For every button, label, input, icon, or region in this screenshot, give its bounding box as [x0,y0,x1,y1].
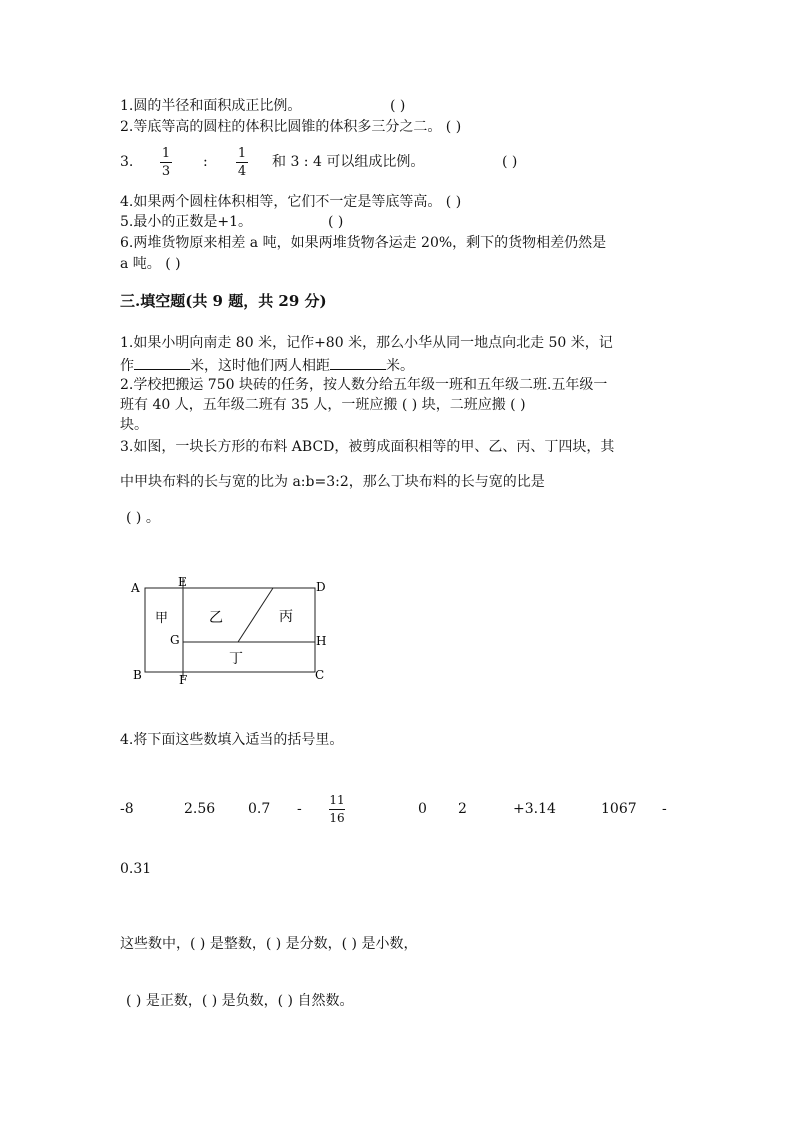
region-jia: 甲 [155,611,169,626]
number-3: 0.7 [248,801,271,817]
fill-q3-line2: 中甲块布料的长与宽的比为 a:b=3:2，那么丁块布料的长与宽的比是 [120,474,545,490]
number-4-sign: - [297,801,302,817]
label-a: A [131,581,140,595]
label-c: C [315,668,325,682]
number-5: 0 [418,801,427,817]
judge-q3-number: 3. [120,154,134,170]
region-ding: 丁 [229,651,243,667]
fraction-denominator: 16 [329,811,345,825]
answer-line-1: 这些数中，( ) 是整数，( ) 是分数，( ) 是小数， [120,936,418,952]
label-f: F [179,673,188,687]
judge-q3-fraction-2 [236,146,248,179]
number-9-value: 0.31 [120,861,152,877]
judge-q6-line2: a 吨。 ( ) [120,256,181,272]
fraction-bar [160,162,172,163]
fill-q3-line3: ( ) 。 [126,510,160,526]
fill-q2-line1: 2.学校把搬运 750 块砖的任务，按人数分给五年级一班和五年级二班.五年级一 [120,377,608,393]
fill-q1-text-b: 米，这时他们两人相距 [190,358,330,374]
judge-q2: 2.等底等高的圆柱的体积比圆锥的体积多三分之二。 ( ) [120,119,462,135]
fill-q1-line2 [120,355,414,375]
section-3-title: 三.填空题(共 9 题，共 29 分) [120,292,327,310]
judge-q1: 1.圆的半径和面积成正比例。 [120,98,302,114]
fill-q1-line1: 1.如果小明向南走 80 米，记作+80 米，那么小华从同一地点向北走 50 米，记 [120,335,613,351]
label-b: B [133,668,142,682]
judge-q3-colon: : [203,154,208,170]
fraction-numerator: 1 [237,146,247,161]
label-e: E [178,575,187,589]
diagonal-divider [238,588,273,642]
judge-q3-paren[interactable]: ( ) [502,154,518,170]
fill-q1-text-c: 米。 [386,358,414,374]
judge-q3-text: 和 3 : 4 可以组成比例。 [272,154,425,170]
region-yi: 乙 [209,610,223,626]
answer-blank-2[interactable] [330,355,386,370]
fill-q1-text-a: 作 [120,358,134,374]
number-8: 1067 [601,801,637,817]
fraction-bar [236,162,248,163]
label-g: G [170,633,180,647]
judge-q1-paren[interactable]: ( ) [390,98,406,114]
fraction-numerator: 1 [161,146,171,161]
answer-line-2: ( ) 是正数，( ) 是负数，( ) 自然数。 [126,993,354,1009]
number-9-sign: - [662,801,667,817]
judge-q5: 5.最小的正数是+1。 [120,214,252,230]
fill-q3-line1: 3.如图，一块长方形的布料 ABCD，被剪成面积相等的甲、乙、丙、丁四块，其 [120,439,615,455]
fill-q4-title: 4.将下面这些数填入适当的括号里。 [120,732,344,748]
number-1: -8 [120,801,134,817]
number-6: 2 [458,801,467,817]
fraction-denominator: 4 [237,164,247,179]
number-7: +3.14 [513,801,556,817]
label-h: H [316,634,327,648]
judge-q5-paren[interactable]: ( ) [328,214,344,230]
fraction-denominator: 3 [161,164,171,179]
label-d: D [316,580,326,594]
judge-q4: 4.如果两个圆柱体积相等，它们不一定是等底等高。 ( ) [120,194,462,210]
number-2: 2.56 [184,801,216,817]
fraction-numerator: 11 [329,793,345,807]
answer-blank-1[interactable] [134,355,190,370]
region-bing: 丙 [279,609,293,625]
fill-q2-line3: 块。 [120,417,148,433]
fraction-bar [329,809,345,810]
fill-q2-line2: 班有 40 人，五年级二班有 35 人，一班应搬 ( ) 块，二班应搬 ( ) [120,397,526,413]
judge-q3-fraction-1 [160,146,172,179]
rectangle-figure [120,570,340,690]
number-4-fraction [329,793,345,826]
judge-q6-line1: 6.两堆货物原来相差 a 吨，如果两堆货物各运走 20%，剩下的货物相差仍然是 [120,235,607,251]
